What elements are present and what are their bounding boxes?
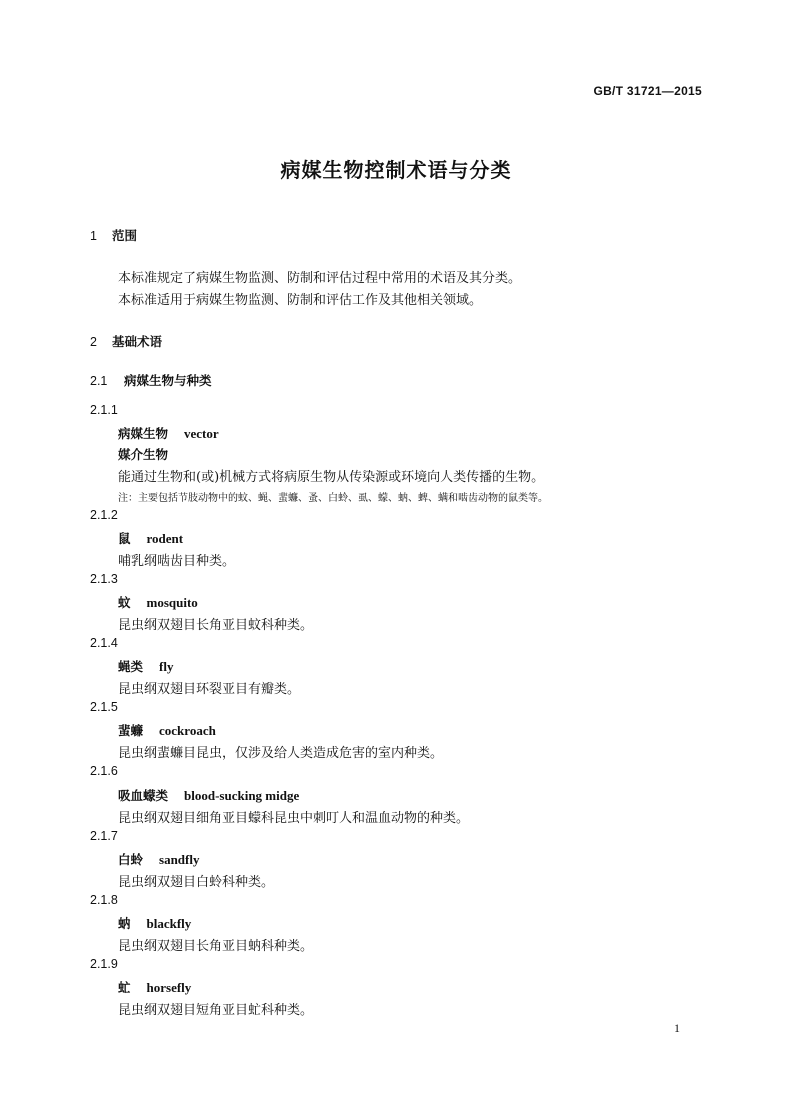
term-english: rodent xyxy=(146,531,184,546)
section-title: 病媒生物与种类 xyxy=(124,373,212,388)
term-entry xyxy=(118,424,219,442)
term-chinese: 蚊 xyxy=(118,595,131,610)
term-chinese: 病媒生物 xyxy=(118,426,169,441)
scope-paragraph-1: 本标准规定了病媒生物监测、防制和评估过程中常用的术语及其分类。 xyxy=(118,271,522,286)
term-definition: 哺乳纲啮齿目种类。 xyxy=(118,554,236,569)
term-number: 2.1.8 xyxy=(90,893,118,907)
term-english: vector xyxy=(184,426,219,441)
section-title: 基础术语 xyxy=(112,334,163,349)
section-title: 范围 xyxy=(112,228,138,243)
term-entry xyxy=(118,593,198,611)
term-number: 2.1.2 xyxy=(90,508,118,522)
term-definition: 昆虫纲双翅目短角亚目虻科种类。 xyxy=(118,1003,314,1018)
term-number: 2.1.5 xyxy=(90,700,118,714)
term-note: 注：主要包括节肢动物中的蚊、蝇、蜚蠊、蚤、白蛉、虱、蠓、蚋、蜱、螨和啮齿动物的鼠类等。 xyxy=(118,493,548,504)
term-definition: 昆虫纲蜚蠊目昆虫，仅涉及给人类造成危害的室内种类。 xyxy=(118,746,444,761)
term-entry xyxy=(118,850,199,868)
term-number: 2.1.4 xyxy=(90,636,118,650)
term-definition: 昆虫纲双翅目细角亚目蠓科昆虫中刺叮人和温血动物的种类。 xyxy=(118,811,470,826)
term-entry xyxy=(118,786,299,804)
term-chinese: 蚋 xyxy=(118,916,131,931)
term-english: horsefly xyxy=(146,980,192,995)
term-definition: 能通过生物和(或)机械方式将病原生物从传染源或环境向人类传播的生物。 xyxy=(118,470,545,485)
standard-code: GB/T 31721—2015 xyxy=(593,84,702,98)
term-entry xyxy=(118,529,183,547)
term-number: 2.1.9 xyxy=(90,957,118,971)
term-synonym: 媒介生物 xyxy=(118,447,169,462)
term-definition: 昆虫纲双翅目白蛉科种类。 xyxy=(118,875,275,890)
document-title: 病媒生物控制术语与分类 xyxy=(280,158,512,182)
term-number: 2.1.6 xyxy=(90,764,118,778)
term-entry xyxy=(118,657,173,675)
term-english: fly xyxy=(159,659,174,674)
term-entry xyxy=(118,721,216,739)
term-chinese: 鼠 xyxy=(118,531,131,546)
term-chinese: 蝇类 xyxy=(118,659,144,674)
section-2-1-heading xyxy=(90,371,212,389)
term-chinese: 吸血蠓类 xyxy=(118,788,169,803)
term-number: 2.1.1 xyxy=(90,403,118,417)
term-entry xyxy=(118,978,191,996)
section-number: 2.1 xyxy=(90,374,108,388)
section-number: 1 xyxy=(90,229,97,243)
term-chinese: 蜚蠊 xyxy=(118,723,144,738)
term-definition: 昆虫纲双翅目环裂亚目有瓣类。 xyxy=(118,682,301,697)
term-chinese: 虻 xyxy=(118,980,131,995)
term-english: blackfly xyxy=(146,916,192,931)
term-entry xyxy=(118,914,191,932)
section-number: 2 xyxy=(90,335,97,349)
term-english: sandfly xyxy=(159,852,200,867)
term-definition: 昆虫纲双翅目长角亚目蚊科种类。 xyxy=(118,618,314,633)
term-number: 2.1.7 xyxy=(90,829,118,843)
term-chinese: 白蛉 xyxy=(118,852,144,867)
term-english: blood-sucking midge xyxy=(184,788,300,803)
scope-paragraph-2: 本标准适用于病媒生物监测、防制和评估工作及其他相关领域。 xyxy=(118,293,483,308)
term-english: cockroach xyxy=(159,723,216,738)
page-number: 1 xyxy=(674,1021,680,1035)
term-english: mosquito xyxy=(146,595,198,610)
section-1-heading xyxy=(90,226,137,244)
term-definition: 昆虫纲双翅目长角亚目蚋科种类。 xyxy=(118,939,314,954)
term-number: 2.1.3 xyxy=(90,572,118,586)
section-2-heading xyxy=(90,332,162,350)
